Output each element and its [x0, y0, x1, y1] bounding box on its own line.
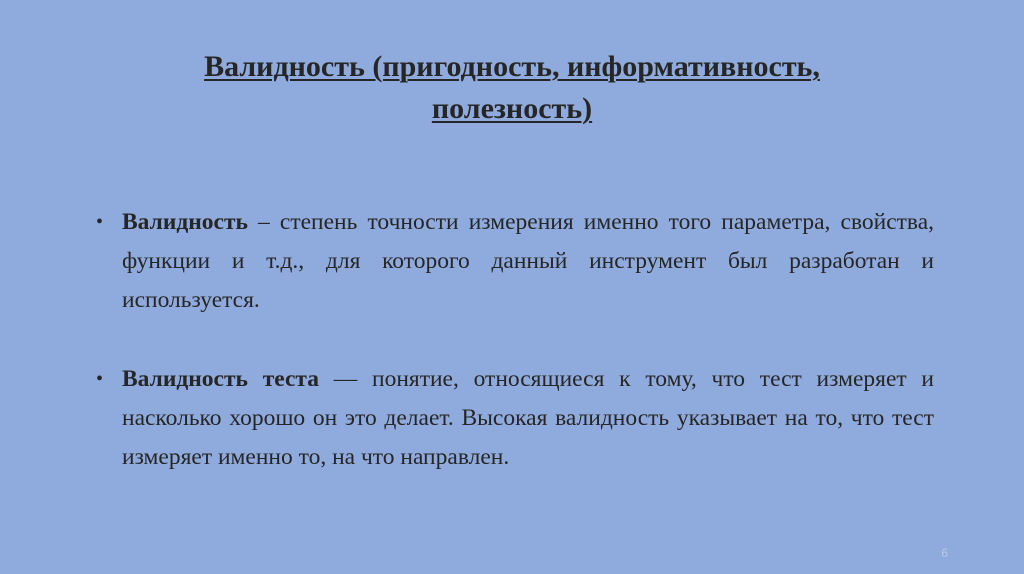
- bullet-list: [96, 203, 934, 517]
- bullet-item-validity: [96, 203, 934, 320]
- bullet-dot-icon: •: [96, 211, 104, 233]
- bullet-dot-icon: •: [96, 368, 104, 390]
- slide-title-line-2: полезность): [431, 92, 593, 125]
- bullet-item-test-validity: [96, 360, 934, 477]
- page-number: 6: [941, 546, 948, 560]
- bullet-text: – степень точности измерения именно того параметра, свойства, функции и т.д., для которого данный инструмент был разработан и используется.: [122, 209, 934, 313]
- bullet-term: Валидность теста: [122, 366, 319, 392]
- slide-title: [90, 46, 934, 130]
- bullet-text: — понятие, относящиеся к тому, что тест измеряет и насколько хорошо он это делает. Высокая валидность указывает на то, что тест измеряет именно то, на что направлен.: [122, 366, 934, 470]
- slide-title-line-1: Валидность (пригодность, информативность,: [204, 50, 820, 83]
- bullet-term: Валидность: [122, 209, 248, 235]
